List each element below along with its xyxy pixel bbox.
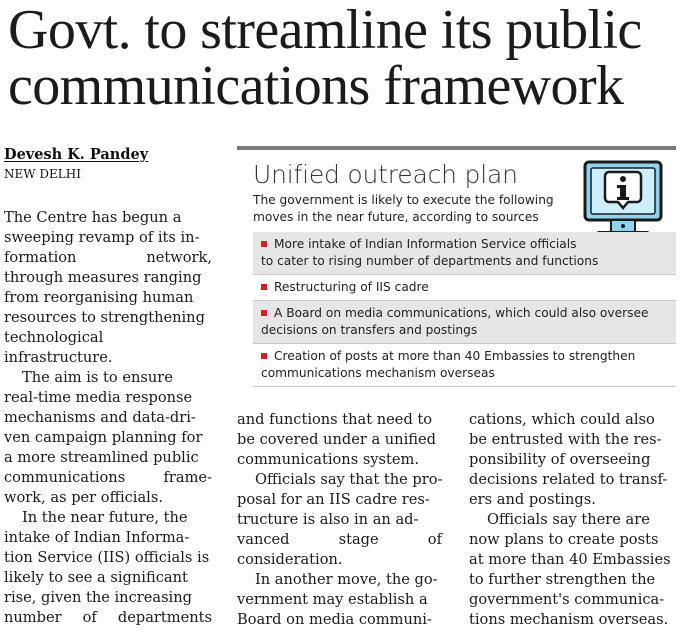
- paragraph: [469, 510, 675, 630]
- text-line: work, as per officials.: [4, 489, 163, 506]
- text-line: cations, which could also: [469, 411, 655, 428]
- word: departments: [117, 609, 212, 626]
- text-line: [261, 305, 668, 322]
- text-line: decisions related to transf-: [469, 471, 668, 488]
- word: network,: [146, 249, 212, 266]
- red-square-bullet-icon: [261, 310, 267, 316]
- text-line: Creation of posts at more than 40 Embassies to strengthen: [274, 349, 636, 363]
- text-line: consideration.: [237, 551, 343, 568]
- red-square-bullet-icon: [261, 353, 267, 359]
- text-line: In the near future, the: [22, 509, 188, 526]
- text-line: to cater to rising number of departments and functions: [261, 254, 599, 268]
- text-line: likely to see a significant: [4, 569, 188, 586]
- infobox-intro: [253, 192, 583, 226]
- bullet-item: [253, 344, 676, 387]
- paragraph: [4, 208, 212, 368]
- paragraph: [237, 470, 442, 570]
- text-line: The government is likely to execute the following: [253, 193, 554, 207]
- text-line: tructure is also in an ad-: [237, 511, 419, 528]
- text-line: through measures ranging: [4, 269, 202, 286]
- infobox-title: Unified outreach plan: [253, 160, 518, 189]
- text-line: vernment may establish a: [237, 591, 428, 608]
- word: of: [82, 609, 97, 626]
- text-line: [237, 530, 442, 550]
- text-line: ven campaign planning for: [4, 429, 203, 446]
- paragraph: [237, 570, 442, 630]
- red-square-bullet-icon: [261, 241, 267, 247]
- word: number: [4, 609, 62, 626]
- text-line: rise, given the increasing: [4, 589, 192, 606]
- headline-line: communications framework: [8, 55, 624, 117]
- text-line: Officials say there are: [487, 511, 650, 528]
- infobox-top-rule: [237, 146, 676, 150]
- article-column-3: [469, 410, 675, 630]
- text-line: tions mechanism overseas.: [469, 611, 669, 628]
- bullet-item: [253, 301, 676, 344]
- text-line: ponsibility of overseeing: [469, 451, 651, 468]
- text-line: a more streamlined public: [4, 449, 199, 466]
- text-line: technological: [4, 329, 104, 346]
- article-column-1: [4, 208, 212, 628]
- text-line: mechanisms and data-dri-: [4, 409, 196, 426]
- paragraph: [469, 410, 675, 510]
- infobox-bullet-list: [253, 232, 676, 387]
- text-line: Board on media communi-: [237, 611, 432, 628]
- text-line: now plans to create posts: [469, 531, 659, 548]
- text-line: infrastructure.: [4, 349, 113, 366]
- bullet-item: [253, 275, 676, 301]
- text-line: from reorganising human: [4, 289, 194, 306]
- text-line: [4, 228, 212, 248]
- text-line: Restructuring of IIS cadre: [274, 280, 429, 294]
- text-line: ers and postings.: [469, 491, 596, 508]
- text-line: at more than 40 Embassies: [469, 551, 671, 568]
- text-line: be covered under a unified: [237, 431, 436, 448]
- text-line: [261, 348, 668, 365]
- text-line: [261, 279, 668, 296]
- paragraph: [237, 410, 442, 470]
- text-line: More intake of Indian Information Service officials: [274, 237, 577, 251]
- infobox-unified-outreach-plan: [237, 146, 676, 386]
- text-line: sweeping revamp of its in-: [4, 229, 200, 246]
- byline-author: Devesh K. Pandey: [4, 146, 149, 163]
- text-line: intake of Indian Informa-: [4, 529, 190, 546]
- paragraph: [4, 368, 212, 508]
- word: stage: [338, 531, 379, 548]
- word: communications: [4, 469, 126, 486]
- text-line: to further strengthen the: [469, 571, 656, 588]
- text-line: posal for an IIS cadre res-: [237, 491, 430, 508]
- headline: [8, 0, 678, 117]
- text-line: The Centre has begun a: [4, 209, 182, 226]
- text-line: real-time media response: [4, 389, 193, 406]
- text-line: In another move, the go-: [255, 571, 438, 588]
- text-line: communications mechanism overseas: [261, 366, 495, 380]
- text-line: [4, 248, 212, 268]
- dateline: NEW DELHI: [4, 167, 81, 181]
- headline-line: Govt. to streamline its public: [8, 0, 642, 61]
- text-line: [4, 468, 212, 488]
- text-line: communications system.: [237, 451, 420, 468]
- text-line: Officials say that the pro-: [255, 471, 443, 488]
- text-line: moves in the near future, according to sources: [253, 210, 539, 224]
- word: vanced: [237, 531, 290, 548]
- text-line: A Board on media communications, which could also oversee: [274, 306, 649, 320]
- text-line: resources to strengthening: [4, 309, 205, 326]
- word: formation: [4, 249, 77, 266]
- article-column-2: [237, 410, 442, 630]
- red-square-bullet-icon: [261, 284, 267, 290]
- text-line: and functions that need to: [237, 411, 433, 428]
- bullet-item: [253, 232, 676, 275]
- text-line: government's communica-: [469, 591, 665, 608]
- word: frame-: [163, 469, 212, 486]
- text-line: [4, 608, 212, 628]
- text-line: The aim is to ensure: [22, 369, 173, 386]
- text-line: [261, 236, 668, 253]
- word: of: [427, 531, 442, 548]
- text-line: decisions on transfers and postings: [261, 323, 478, 337]
- text-line: be entrusted with the res-: [469, 431, 662, 448]
- paragraph: [4, 508, 212, 628]
- text-line: tion Service (IIS) officials is: [4, 549, 210, 566]
